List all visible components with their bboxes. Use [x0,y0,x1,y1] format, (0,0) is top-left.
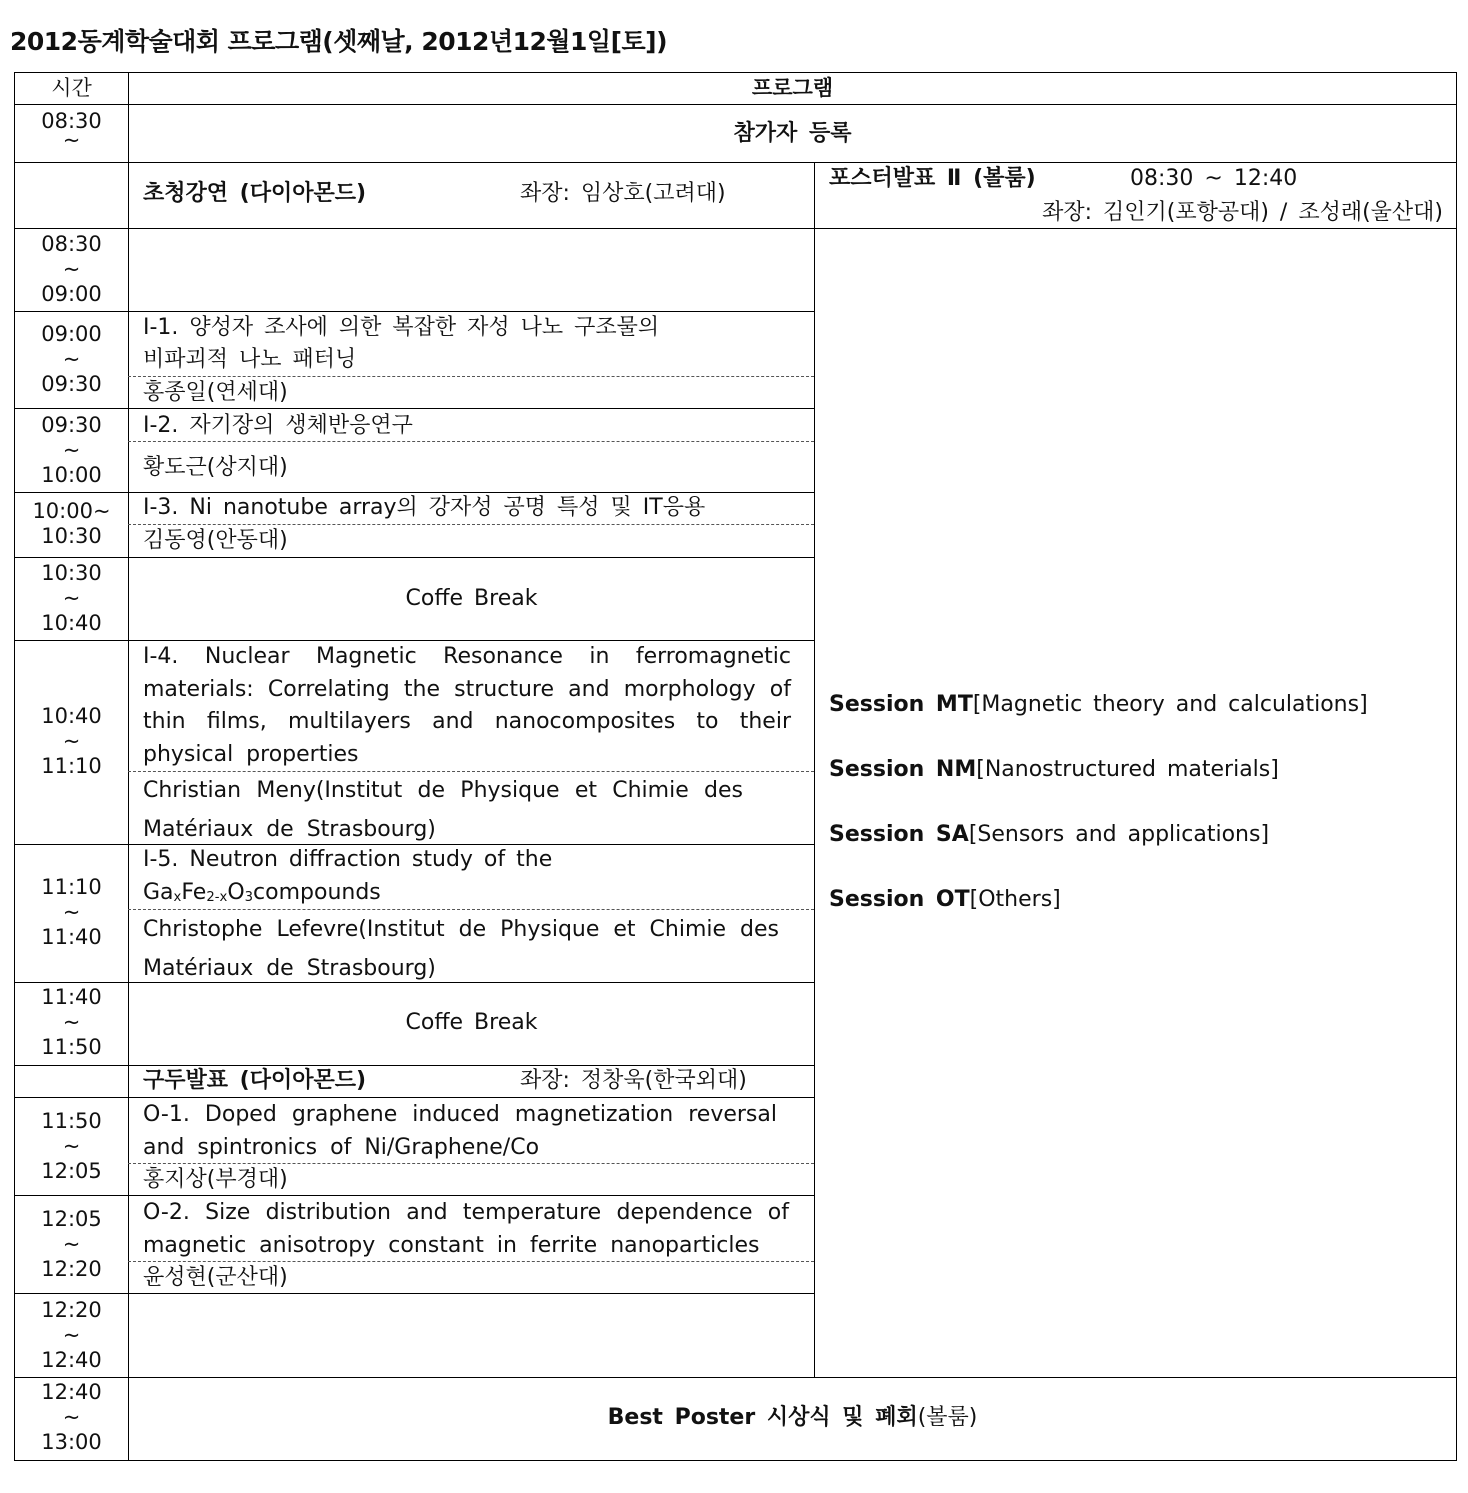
talk-title-o2: O-2. Size distribution and temperature dependence of magnetic anisotropy constant in ferrite nanoparticles [143,1200,789,1258]
talk-title-i3: I-3. Ni nanotube array의 강자성 공명 특성 및 IT응용 [143,495,706,520]
talk-speaker-i2: 황도근(상지대) [143,455,288,480]
registration-label: 참가자 등록 [733,121,852,146]
talk-speaker-i5: Christophe Lefevre(Institut de Physique et Chimie des Matériaux de Strasbourg) [143,917,779,981]
talk-title-o1: O-1. Doped graphene induced magnetization reversal and spintronics of Ni/Graphene/Co [143,1102,777,1160]
coffee-break-1: Coffe Break [405,586,538,611]
invited-chair: 좌장: 임상호(고려대) [520,181,726,206]
talk-speaker-o1: 홍지상(부경대) [143,1167,288,1192]
time-1220-1240: 12:20 ~ 12:40 [41,1298,102,1372]
coffee-break-2: Coffe Break [405,1010,538,1035]
talk-title-i1-line1: I-1. 양성자 조사에 의한 복잡한 자성 나노 구조물의 [143,315,660,340]
oral-heading: 구두발표 (다이아몬드) [143,1068,367,1093]
document-title: 2012동계학술대회 프로그램(셋째날, 2012년12월1일[토]) [10,27,668,56]
registration-time: 08:30 ~ [41,109,102,152]
time-0930-1000: 09:30 ~ 10:00 [41,413,102,487]
talk-speaker-i4: Christian Meny(Institut de Physique et Chimie des Matériaux de Strasbourg) [143,778,743,842]
time-1040-1110: 10:40 ~ 11:10 [41,704,102,778]
poster-time: 08:30 ~ 12:40 [1130,166,1298,191]
header-program: 프로그램 [751,76,834,100]
time-1205-1220: 12:05 ~ 12:20 [41,1207,102,1281]
time-1240-1300: 12:40 ~ 13:00 [41,1380,102,1454]
poster-chair: 좌장: 김인기(포항공대) / 조성래(울산대) [1042,200,1443,225]
poster-session-mt: Session MT[Magnetic theory and calculations] [829,692,1368,717]
oral-chair: 좌장: 정창욱(한국외대) [520,1068,747,1093]
talk-title-i4: I-4. Nuclear Magnetic Resonance in ferromagnetic materials: Correlating the structure and morphology of thin films, multilayers and nanocomposites to their physical properties [143,644,791,767]
talk-speaker-i3: 김동영(안동대) [143,528,288,553]
talk-title-i2: I-2. 자기장의 생체반응연구 [143,413,413,438]
poster-heading: 포스터발표 Ⅱ (볼룸) [829,166,1036,191]
talk-title-i5-line2: $Ga_xFe_{2-x}O_3compounds$ [143,880,381,905]
talk-speaker-i1: 홍종일(연세대) [143,380,288,405]
poster-session-nm: Session NM[Nanostructured materials] [829,757,1279,782]
poster-session-ot: Session OT[Others] [829,887,1061,912]
poster-session-sa: Session SA[Sensors and applications] [829,822,1270,847]
talk-speaker-o2: 윤성현(군산대) [143,1265,288,1290]
talk-title-i5-line1: I-5. Neutron diffraction study of the [143,847,553,872]
invited-heading: 초청강연 (다이아몬드) [143,181,367,206]
time-1140-1150: 11:40 ~ 11:50 [41,985,102,1059]
talk-title-i1-line2: 비파괴적 나노 패터닝 [143,347,357,372]
time-0830-0900: 08:30 ~ 09:00 [41,232,102,306]
formula: $Ga_xFe_{2-x}O_3$ [143,880,254,905]
time-1030-1040: 10:30 ~ 10:40 [41,561,102,635]
time-1110-1140: 11:10 ~ 11:40 [41,875,102,949]
closing-ceremony: Best Poster 시상식 및 폐회(볼룸) [607,1405,978,1430]
time-1150-1205: 11:50 ~ 12:05 [41,1109,102,1183]
time-0900-0930: 09:00 ~ 09:30 [41,322,102,396]
time-1000-1030: 10:00~ 10:30 [32,499,111,548]
header-time: 시간 [51,76,92,100]
